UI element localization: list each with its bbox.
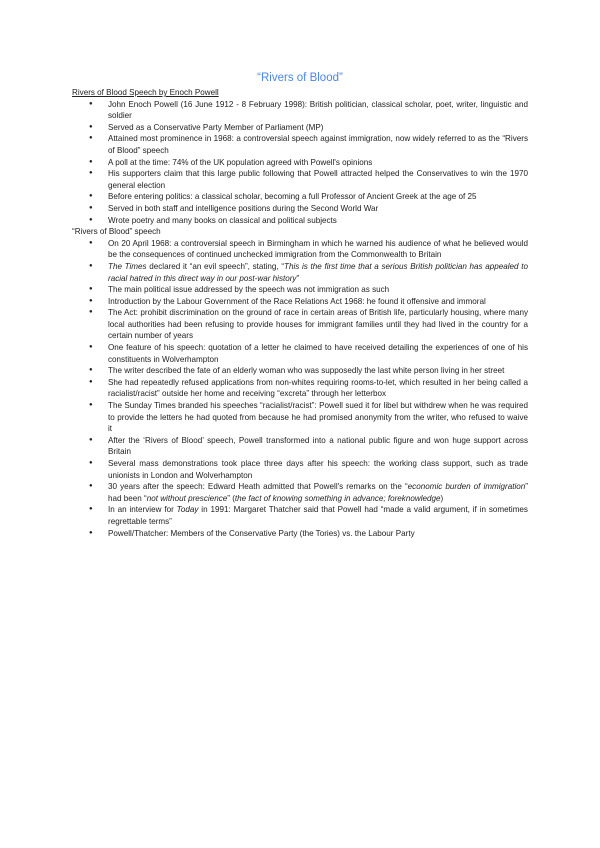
list-item: ● Before entering politics: a classical scholar, becoming a full Professor of Ancient Greek at the age of 25 (72, 191, 528, 203)
list-item: ● On 20 April 1968: a controversial speech in Birmingham in which he warned his audience of what he believed would be the consequences of continued unchecked immigration from the Commonwealth to Britain (72, 238, 528, 261)
text-run: ” had been “ (108, 482, 528, 503)
list-item: ● John Enoch Powell (16 June 1912 - 8 February 1998): British politician, classical scholar, poet, writer, linguistic and soldier (72, 99, 528, 122)
section-heading-biography: Rivers of Blood Speech by Enoch Powell (72, 88, 219, 97)
definition: the fact of knowing something in advance; foreknowledge (234, 493, 441, 503)
text-run: 30 years after the speech: Edward Heath admitted that Powell's remarks on the “ (108, 482, 408, 492)
list-item (72, 261, 528, 284)
list-item (72, 504, 528, 527)
text-run: ” (296, 273, 300, 283)
list-item: ● One feature of his speech: quotation of a letter he claimed to have received detailing the experiences of one of his constituents in Wolverhampton (72, 342, 528, 365)
quotation: economic burden of immigration (407, 482, 526, 492)
list-item: ● His supporters claim that this large public following that Powell attracted helped the Conservatives to win the 1970 general election (72, 168, 528, 191)
programme-name: Today (176, 505, 199, 515)
quotation: not without prescience (146, 493, 228, 503)
text-run: ” ( (227, 493, 235, 503)
list-item: ● A poll at the time: 74% of the UK population agreed with Powell's opinions (72, 157, 528, 169)
list-item: ● The Sunday Times branded his speeches “racialist/racist”: Powell sued it for libel but withdrew when he was required to provide the letters he had quoted from because he had promised anonymity from the writer, who refused to waive it (72, 400, 528, 435)
list-item: ● After the ‘Rivers of Blood’ speech, Powell transformed into a national public figure and won huge support across Britain (72, 435, 528, 458)
text-run: in 1991: Margaret Thatcher said that Powell had “made a valid argument, if in sometimes regrettable terms” (108, 505, 528, 526)
list-item: ● Attained most prominence in 1968: a controversial speech against immigration, now widely referred to as the “Rivers of Blood” speech (72, 133, 528, 156)
document-title: “Rivers of Blood” (257, 72, 343, 84)
quotation: This is the first time that a serious British politician has appealed to racial hatred in this direct way in our post-war history (108, 261, 528, 283)
list-item: ● Introduction by the Labour Government of the Race Relations Act 1968: he found it offensive and immoral (72, 296, 528, 308)
list-item: ● Wrote poetry and many books on classical and political subjects (72, 215, 528, 227)
document-body (72, 87, 528, 539)
list-item: ● The writer described the fate of an elderly woman who was supposedly the last white person living in her street (72, 365, 528, 377)
text-run: In an interview for (108, 505, 177, 515)
speech-list (72, 238, 528, 539)
list-item: ● The main political issue addressed by the speech was not immigration as such (72, 284, 528, 296)
list-item (72, 481, 528, 504)
newspaper-name: The Times (108, 261, 147, 271)
list-item: ● Several mass demonstrations took place three days after his speech: the working class support, such as trade unionists in London and Wolverhampton (72, 458, 528, 481)
text-run: ) (440, 493, 444, 503)
list-item: ● She had repeatedly refused applications from non-whites requiring rooms-to-let, which resulted in her being called a racialist/racist” outside her home and receiving “excreta” through her letterbox (72, 377, 528, 400)
list-item: ● Powell/Thatcher: Members of the Conservative Party (the Tories) vs. the Labour Party (72, 528, 528, 540)
list-item: ● Served as a Conservative Party Member of Parliament (MP) (72, 122, 528, 134)
biography-list (72, 99, 528, 227)
list-item: ● The Act: prohibit discrimination on the ground of race in certain areas of British life, particularly housing, where many local authorities had been refusing to provide houses for immigrant families until they had lived in the country for a certain number of years (72, 307, 528, 342)
section-heading-speech: “Rivers of Blood” speech (72, 227, 161, 237)
text-run: declared it “an evil speech”, stating, “ (146, 261, 285, 271)
list-item: ● Served in both staff and intelligence positions during the Second World War (72, 203, 528, 215)
